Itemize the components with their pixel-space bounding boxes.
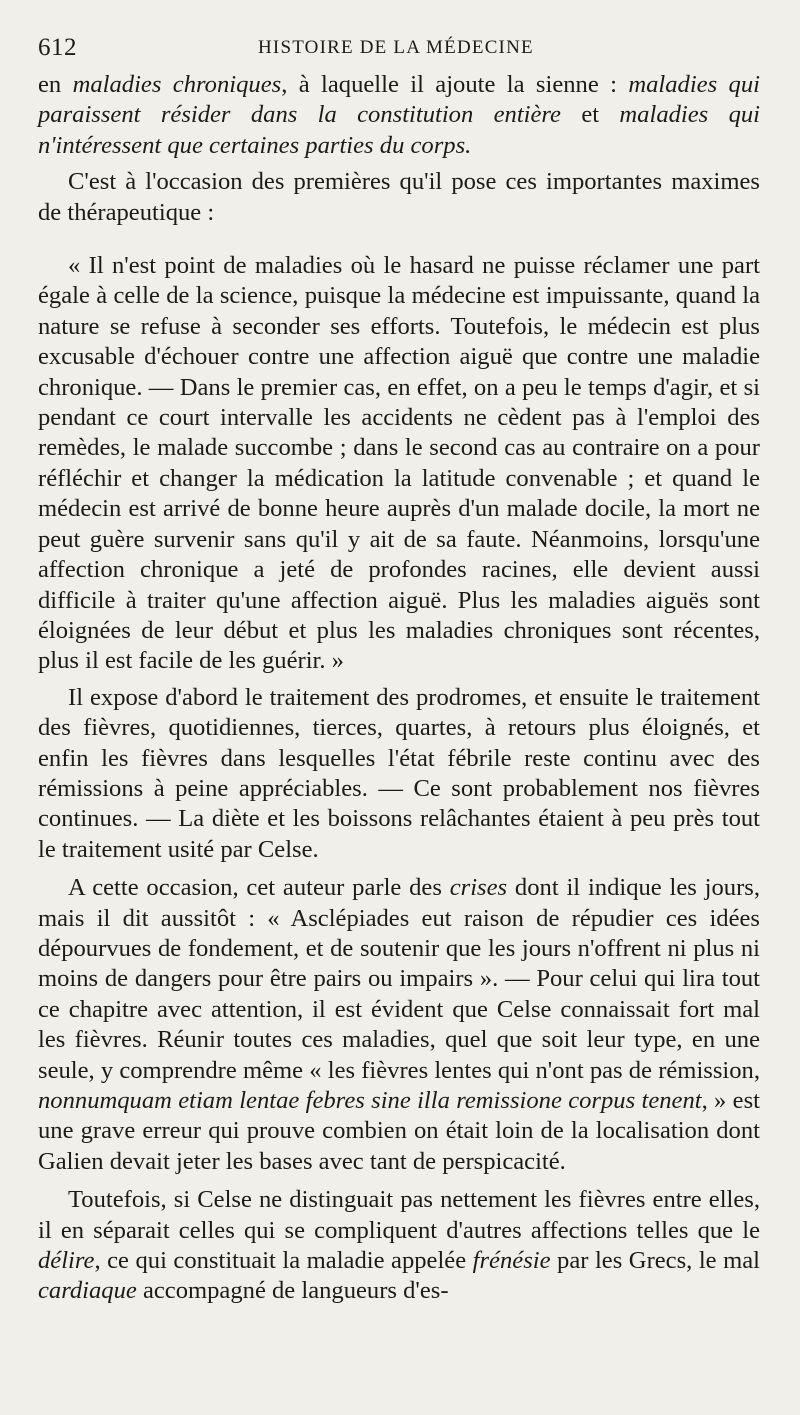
p1-text-2: , à laquelle il ajoute la sienne : — [281, 71, 629, 98]
p6-italic-1: délire — [38, 1247, 95, 1275]
p6-text-3: par les Grecs, le mal — [550, 1247, 760, 1275]
p1-italic-3: maladies qui n'intéressent que certaines parties du corps. — [38, 101, 760, 159]
p5-text-1: A cette occasion, cet auteur parle des — [68, 874, 450, 902]
body-text — [38, 70, 760, 1307]
page-header — [38, 30, 760, 70]
page-number: 612 — [38, 34, 77, 61]
p6-text-4: accompagné de langueurs d'es- — [136, 1277, 449, 1305]
p6-italic-3: cardiaque — [38, 1277, 137, 1305]
p5-italic-2: nonnumquam etiam lentae febres sine illa remissione corpus tenent — [38, 1087, 702, 1114]
paragraph-6 — [38, 1185, 760, 1307]
p5-text-3: , » est une grave erreur qui prouve combien on était loin de la localisation dont Galien devait jeter les bases avec tant de perspicacité. — [38, 1087, 761, 1175]
paragraph-4: Il expose d'abord le traitement des prodromes, et ensuite le traitement des fièvres, quotidiennes, tierces, quartes, à retours plus éloignés, et enfin les fièvres dans lesquelles l'état fébrile reste continu avec des rémissions à peine appréciables. — Ce sont probablement nos fièvres continues. — La diète et les boissons relâchantes étaient à peu près tout le traitement usité par Celse. — [38, 683, 760, 863]
paragraph-2: C'est à l'occasion des premières qu'il pose ces importantes maximes de thérapeutique : — [38, 168, 760, 226]
paragraph-3-quote: « Il n'est point de maladies où le hasard ne puisse réclamer une part égale à celle de la science, puisque la médecine est impuissante, quand la nature se refuse à seconder ses efforts. Toutefois, le médecin est plus excusable d'échouer contre une affection aiguë que contre une maladie chronique. — Dans le premier cas, en effet, on a peu le temps d'agir, et si pendant ce court intervalle les accidents ne cèdent pas à l'emploi des remèdes, le malade succombe ; dans le second cas au contraire on a pour réfléchir et changer la médication la latitude convenable ; et quand le médecin est arrivé de bonne heure auprès d'un malade docile, la mort ne peut guère survenir sans qu'il y ait de sa faute. Néanmoins, lorsqu'une affection chronique a jeté de profondes racines, elle devient aussi difficile à traiter qu'une affection aiguë. Plus les maladies aiguës sont éloignées de leur début et plus les maladies chroniques sont récentes, plus il est facile de les guérir. » — [38, 252, 760, 675]
p5-italic-1: crises — [449, 874, 508, 902]
p6-text-1: Toutefois, si Celse ne distinguait pas nettement les fièvres entre elles, il en séparait celles qui se compliquent d'autres affections telles que le — [38, 1186, 760, 1244]
running-title: HISTOIRE DE LA MÉDECINE — [258, 37, 534, 58]
p6-text-2: , ce qui constituait la maladie appelée — [94, 1247, 473, 1275]
p5-text-2: dont il indique les jours, mais il dit aussitôt : « Asclépiades eut raison de répudier ces idées dépourvues de fondement, et de soutenir que les jours n'offrent ni plus ni moins de dangers pour être pairs ou impairs ». — Pour celui qui lira tout ce chapitre avec attention, il est évident que Celse connaissait fort mal les fièvres. Réunir toutes ces maladies, quel que soit leur type, en une seule, y comprendre même « les fièvres lentes qui n'ont pas de rémission, — [38, 874, 760, 1084]
p1-italic-1: maladies chroniques — [72, 71, 282, 98]
p6-italic-2: frénésie — [472, 1247, 551, 1275]
p1-text-1: en — [38, 71, 73, 98]
p1-text-3: et — [560, 101, 620, 129]
paragraph-5 — [38, 873, 760, 1177]
p1-italic-2: maladies qui paraissent résider dans la constitution entière — [38, 71, 760, 129]
paragraph-1 — [38, 70, 760, 161]
